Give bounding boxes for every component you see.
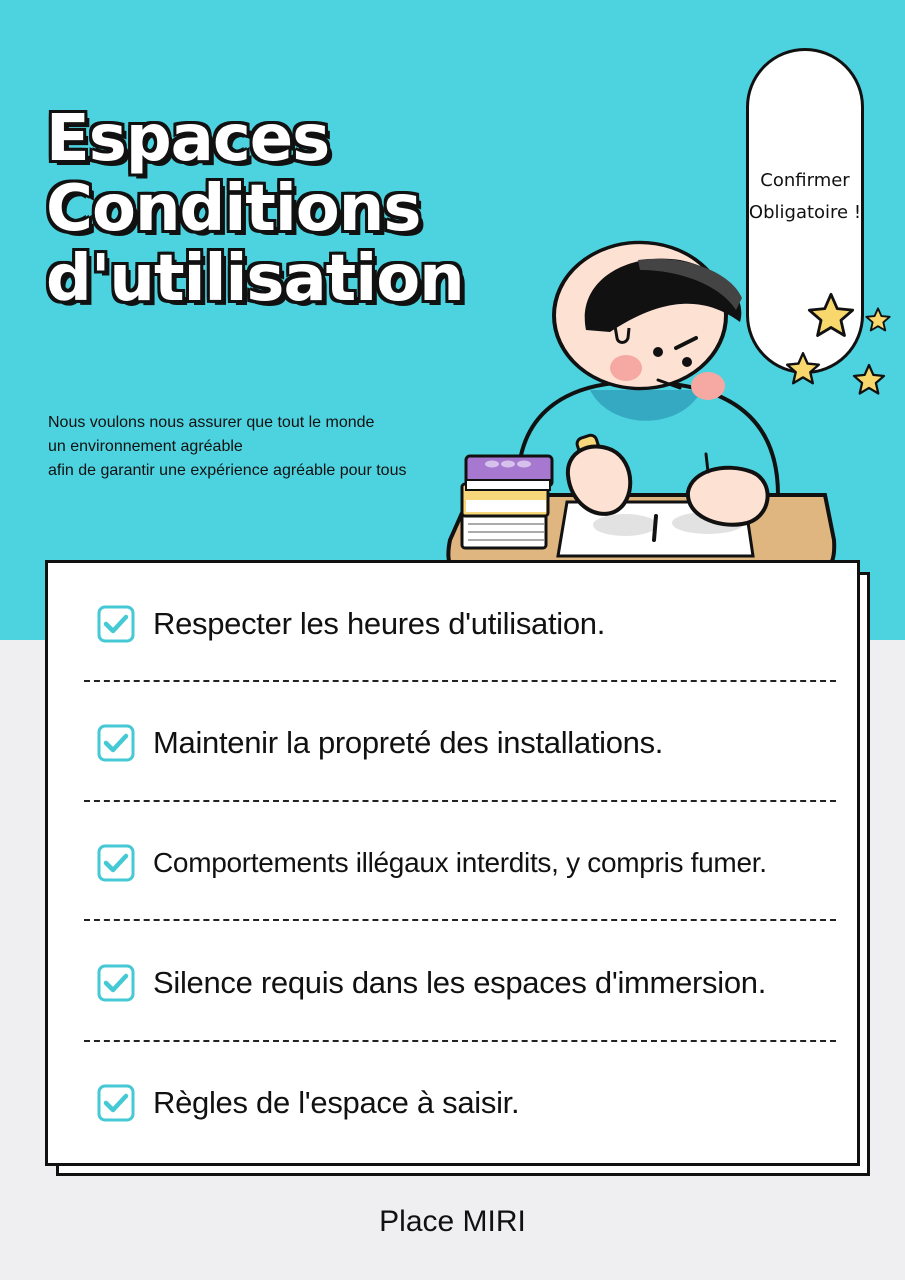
star-icon	[802, 290, 860, 342]
divider	[84, 1040, 836, 1042]
checkbox-checked-icon	[96, 604, 136, 644]
rule-item	[96, 841, 767, 885]
rule-text: Comportements illégaux interdits, y compris fumer.	[153, 847, 767, 878]
star-icon	[864, 306, 892, 334]
title-line-1: Espaces	[46, 102, 330, 176]
speech-bubble-text	[746, 165, 864, 229]
intro-line-3: afin de garantir une expérience agréable pour tous	[48, 462, 407, 479]
star-icon	[784, 350, 822, 388]
intro-line-1: Nous voulons nous assurer que tout le monde	[48, 414, 375, 431]
title-line-2: Conditions	[46, 172, 421, 246]
star-icon	[850, 362, 888, 398]
rule-text: Règles de l'espace à saisir.	[153, 1085, 520, 1120]
rule-text: Maintenir la propreté des installations.	[153, 725, 664, 760]
rule-text: Silence requis dans les espaces d'immersion.	[153, 965, 767, 1000]
divider	[84, 919, 836, 921]
rule-item	[96, 721, 663, 765]
rule-item	[96, 602, 605, 646]
rule-text: Respecter les heures d'utilisation.	[153, 606, 606, 641]
intro-line-2: un environnement agréable	[48, 438, 243, 455]
checkbox-checked-icon	[96, 723, 136, 763]
page-title	[46, 104, 464, 314]
checkbox-checked-icon	[96, 843, 136, 883]
checkbox-checked-icon	[96, 963, 136, 1003]
divider	[84, 680, 836, 682]
footer-brand: Place MIRI	[379, 1205, 526, 1238]
rule-item	[96, 1081, 519, 1125]
title-line-3: d'utilisation	[46, 242, 464, 316]
bubble-line-2: Obligatoire !	[748, 202, 862, 223]
intro-text	[48, 411, 406, 483]
bubble-line-1: Confirmer	[760, 170, 850, 191]
checkbox-checked-icon	[96, 1083, 136, 1123]
book-stack-icon	[462, 456, 552, 548]
divider	[84, 800, 836, 802]
rule-item	[96, 961, 766, 1005]
